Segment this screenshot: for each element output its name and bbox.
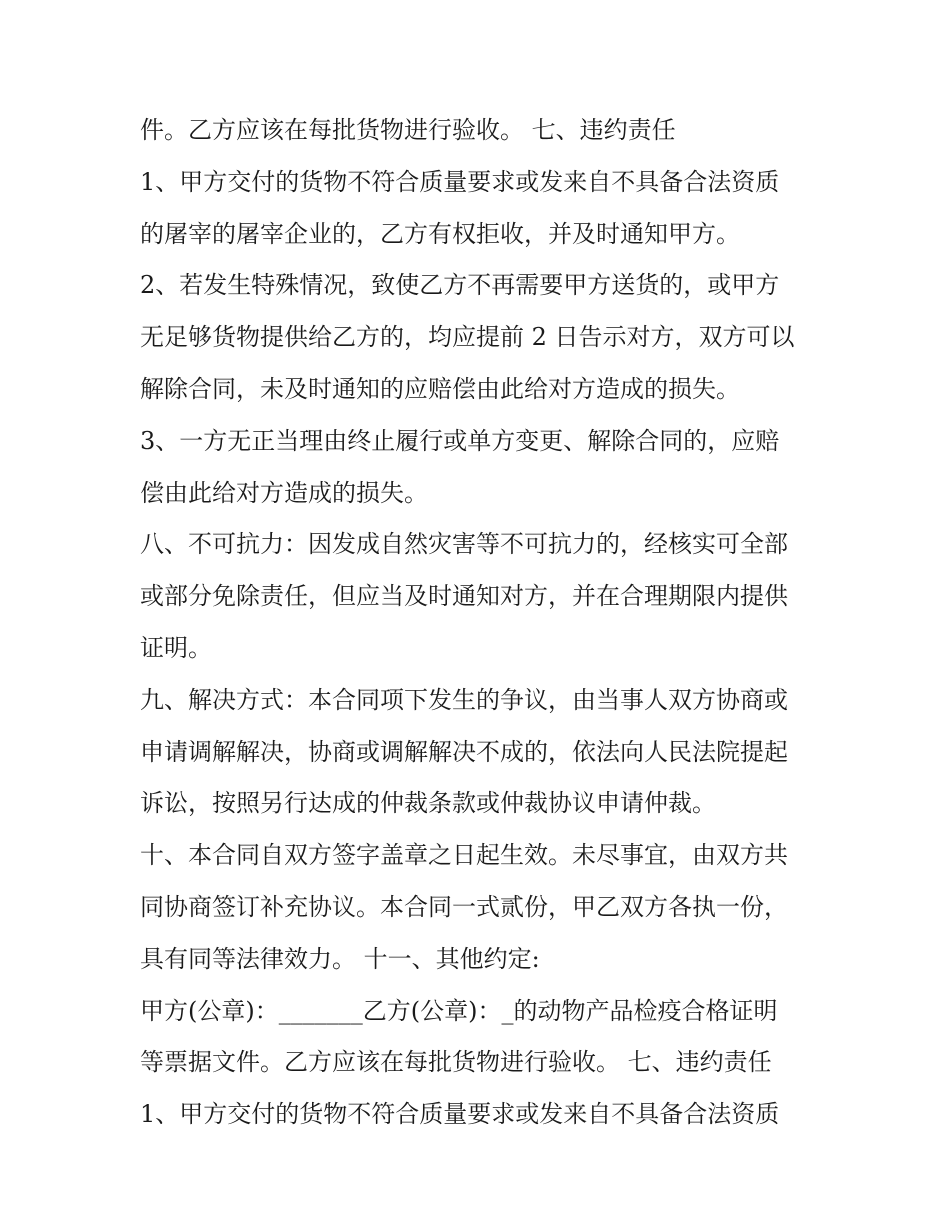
text-line: 2、若发生特殊情况，致使乙方不再需要甲方送货的，或甲方 — [140, 271, 780, 300]
text-line: 偿由此给对方造成的损失。 — [140, 478, 428, 507]
text-line: 1、甲方交付的货物不符合质量要求或发来自不具备合法资质 — [140, 1100, 780, 1129]
text-line: 1、甲方交付的货物不符合质量要求或发来自不具备合法资质 — [140, 167, 780, 196]
text-line: 八、不可抗力：因发成自然灾害等不可抗力的，经核实可全部 — [140, 530, 788, 559]
text-line: 诉讼，按照另行达成的仲裁条款或仲裁协议申请仲裁。 — [140, 789, 716, 818]
text-line: 九、解决方式：本合同项下发生的争议，由当事人双方协商或 — [140, 685, 788, 714]
text-line: 或部分免除责任，但应当及时通知对方，并在合理期限内提供 — [140, 582, 788, 611]
text-line: 件。乙方应该在每批货物进行验收。 七、违约责任 — [140, 116, 676, 144]
text-line: 等票据文件。乙方应该在每批货物进行验收。 七、违约责任 — [140, 1048, 772, 1077]
text-line: 申请调解解决，协商或调解解决不成的，依法向人民法院提起 — [140, 737, 788, 766]
text-line: 具有同等法律效力。 十一、其他约定: — [140, 944, 540, 973]
document-body — [140, 106, 820, 1142]
text-line: 的屠宰的屠宰企业的，乙方有权拒收，并及时通知甲方。 — [140, 219, 740, 248]
text-line: 十、本合同自双方签字盖章之日起生效。未尽事宜，由双方共 — [140, 841, 788, 870]
text-line: 甲方(公章)：_______乙方(公章)：_的动物产品检疫合格证明 — [140, 996, 778, 1025]
text-line: 3、一方无正当理由终止履行或单方变更、解除合同的，应赔 — [140, 426, 780, 455]
text-line: 无足够货物提供给乙方的，均应提前 2 日告示对方，双方可以 — [140, 323, 795, 352]
text-line: 证明。 — [140, 633, 212, 662]
text-line: 解除合同，未及时通知的应赔偿由此给对方造成的损失。 — [140, 374, 740, 403]
text-line: 同协商签订补充协议。本合同一式贰份，甲乙双方各执一份， — [140, 892, 788, 921]
